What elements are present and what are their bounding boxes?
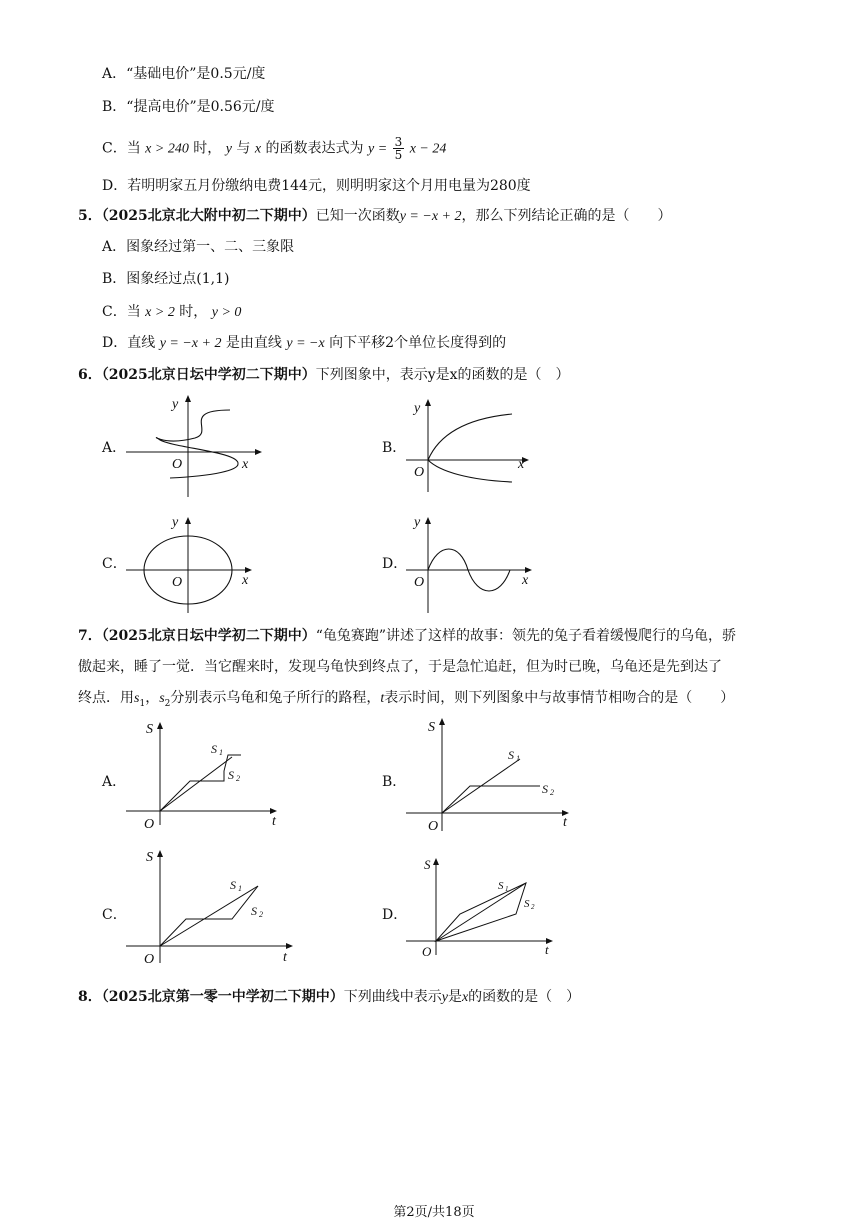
q6d-x-label: x	[522, 573, 529, 588]
q7-source: （2025北京日坛中学初二下期中）	[101, 628, 316, 644]
q7-s2-sub: 2	[164, 698, 171, 709]
q5-text1: 已知一次函数	[315, 208, 400, 224]
q7a-s2-label: S	[228, 768, 234, 782]
q7-graph-b	[400, 715, 580, 835]
q7b-s1-label: S	[508, 748, 514, 762]
q7-s1: s	[134, 691, 140, 706]
q6b-curve	[428, 414, 512, 482]
q7d-t-label: t	[545, 942, 549, 957]
q7c-s-label: S	[146, 850, 153, 865]
q6c-x-label: x	[242, 573, 249, 588]
q7b-rabbit-line	[442, 786, 540, 813]
q5-option-d	[102, 333, 506, 354]
q7d-tortoise-line	[436, 883, 526, 941]
q6a-curve	[156, 410, 238, 478]
q4-c-mid: 时，	[193, 140, 222, 157]
q7-graph-c	[120, 845, 300, 970]
q4-c-text: 的函数表达式为	[265, 140, 364, 157]
q7-l3-b: 分别表示乌龟和兔子所行的路程，	[170, 690, 381, 706]
q7d-origin: O	[422, 944, 432, 959]
q4-c-condition: x > 240	[145, 141, 189, 157]
q7-label-b: B．	[382, 774, 407, 790]
q7c-s2-label: S	[251, 904, 257, 918]
q7a-s-arrow	[157, 722, 163, 729]
q5-d-prefix: D．直线	[102, 335, 156, 351]
q6d-y-arrow	[425, 517, 431, 524]
q7d-s1-label: S	[498, 880, 504, 892]
q5-c-result: y > 0	[211, 305, 242, 320]
q5-d-eq1: y = −x + 2	[159, 336, 222, 351]
q8-x: x	[461, 990, 469, 1005]
q7-number: 7．	[78, 628, 102, 644]
q6-label-d: D．	[382, 556, 408, 572]
q7b-s2-label: S	[542, 782, 548, 796]
q8-text1: 下列曲线中表示	[343, 989, 442, 1005]
q5-d-mid: 是由直线	[225, 335, 282, 351]
q7-line-2: 傲起来，睡了一觉．当它醒来时，发现乌龟快到终点了，于是急忙追赶，但为时已晚，乌龟还是先到达了	[78, 659, 722, 675]
q6b-y-label: y	[414, 401, 421, 416]
q6-label-b: B．	[382, 440, 407, 456]
q6a-origin: O	[172, 457, 183, 472]
q7d-s2-sub: 2	[531, 903, 535, 911]
q5-option-c	[102, 302, 241, 323]
q8-y: y	[441, 990, 448, 1005]
q6a-x-label: x	[242, 457, 249, 472]
q7a-rabbit-line	[160, 755, 241, 811]
q5-d-tail: 向下平移2个单位长度得到的	[329, 335, 507, 351]
q5-b-point: (1,1)	[196, 271, 230, 287]
q4-c-tail: x − 24	[409, 141, 447, 157]
q5-equation: y = −x + 2	[399, 209, 462, 224]
q4-option-b: B．“提高电价”是0.56元/度	[102, 99, 275, 115]
q7d-s-label: S	[424, 857, 431, 872]
q7c-s-arrow	[157, 850, 163, 857]
q7b-s-label: S	[428, 720, 435, 735]
q4-c-fraction	[393, 136, 405, 161]
q6-text: 下列图象中，表示y是x的函数的是（ ）	[315, 367, 570, 383]
q6d-origin: O	[414, 575, 425, 590]
q5-b-prefix: B．图象经过点	[102, 271, 197, 287]
q7d-s2-label: S	[524, 898, 530, 910]
q4-option-a: A．“基础电价”是0.5元/度	[102, 66, 266, 82]
q7-l3-a: 终点．用	[78, 690, 134, 706]
q5-c-mid: 时，	[179, 304, 208, 320]
q4-c-denominator: 5	[394, 148, 403, 162]
q6-graph-d	[400, 508, 545, 618]
q8-number: 8．	[78, 989, 102, 1005]
q6a-y-label: y	[172, 397, 179, 412]
q8-text3: 的函数的是（ ）	[468, 989, 581, 1005]
q7d-s-arrow	[433, 858, 439, 865]
q6-graph-c	[120, 508, 270, 618]
q6c-origin: O	[172, 575, 183, 590]
q6a-x-arrow	[255, 449, 262, 455]
q6-graph-b	[400, 392, 540, 502]
q7b-origin: O	[428, 819, 439, 834]
q6-number: 6．	[78, 367, 102, 383]
q7-label-a: A．	[102, 774, 127, 790]
q5-c-condition: x > 2	[145, 305, 175, 320]
q7c-t-label: t	[283, 950, 287, 965]
q6b-origin: O	[414, 465, 425, 480]
q7-label-c: C．	[102, 907, 127, 923]
q4-c-numerator: 3	[394, 135, 403, 149]
q7-line-3	[78, 688, 734, 714]
q7b-t-label: t	[563, 815, 567, 830]
q6-source: （2025北京日坛中学初二下期中）	[101, 367, 316, 383]
q7c-tortoise-line	[160, 886, 258, 946]
q7d-s1-sub: 1	[505, 885, 509, 893]
q5-option-b	[102, 269, 230, 289]
q4-option-c	[102, 136, 446, 161]
q6b-x-label: x	[518, 457, 525, 472]
q5-number: 5．	[78, 208, 102, 224]
q6-label-c: C．	[102, 556, 127, 572]
q8-stem	[78, 987, 580, 1008]
q4-c-x: x	[254, 141, 262, 157]
q7c-s1-label: S	[230, 878, 236, 892]
q7-line-1	[78, 626, 736, 646]
q7-text1: “龟兔赛跑”讲述了这样的故事：领先的兔子看着缓慢爬行的乌龟，骄	[315, 628, 737, 644]
q6b-y-arrow	[425, 399, 431, 406]
q6a-y-arrow	[185, 395, 191, 402]
q7b-s-arrow	[439, 718, 445, 725]
q7-graph-d	[400, 855, 565, 965]
q7-l3-c: 表示时间，则下列图象中与故事情节相吻合的是（ ）	[384, 690, 735, 706]
q8-source: （2025北京第一零一中学初二下期中）	[101, 989, 344, 1005]
q7-sep: ，	[145, 690, 160, 706]
q4-c-prefix: C．当	[102, 140, 141, 157]
q5-d-eq2: y = −x	[286, 336, 325, 351]
q5-text2: ，那么下列结论正确的是（ ）	[461, 208, 672, 224]
q7a-t-label: t	[272, 814, 276, 829]
q5-option-a: A．图象经过第一、二、三象限	[102, 239, 295, 255]
q7a-s-label: S	[146, 722, 153, 737]
q6-graph-a	[120, 392, 270, 502]
q7-t: t	[380, 691, 385, 706]
q7-s1-sub: 1	[139, 698, 146, 709]
q4-c-y: y	[225, 141, 232, 157]
page-footer: 第2页/共18页	[393, 1205, 475, 1220]
q7a-origin: O	[144, 817, 155, 832]
q5-c-prefix: C．当	[102, 304, 141, 320]
q8-text2: 是	[447, 989, 462, 1005]
q7b-s2-sub: 2	[550, 788, 554, 797]
q4-c-eq: y =	[368, 141, 388, 157]
q7a-tortoise-line	[160, 757, 232, 811]
q7c-s2-sub: 2	[259, 910, 263, 919]
q7a-s1-label: S	[211, 742, 217, 756]
q4-c-with: 与	[236, 140, 251, 157]
q4-option-d: D．若明明家五月份缴纳电费144元，则明明家这个月用电量为280度	[102, 178, 531, 194]
q6c-y-arrow	[185, 517, 191, 524]
q5-stem	[78, 206, 672, 227]
q6d-y-label: y	[414, 515, 421, 530]
q7b-s1-sub: 1	[516, 754, 520, 763]
q7-graph-a	[120, 715, 290, 835]
q7-s2: s	[159, 691, 165, 706]
q7c-s1-sub: 1	[238, 884, 242, 893]
q6-stem	[78, 365, 570, 385]
q7c-t-arrow	[286, 943, 293, 949]
q5-source: （2025北京北大附中初二下期中）	[101, 208, 316, 224]
q7a-s1-sub: 1	[219, 748, 223, 757]
q6-label-a: A．	[102, 440, 127, 456]
q7-label-d: D．	[382, 907, 408, 923]
q7c-origin: O	[144, 952, 155, 967]
q7a-s2-sub: 2	[236, 774, 240, 783]
q6c-y-label: y	[172, 515, 179, 530]
